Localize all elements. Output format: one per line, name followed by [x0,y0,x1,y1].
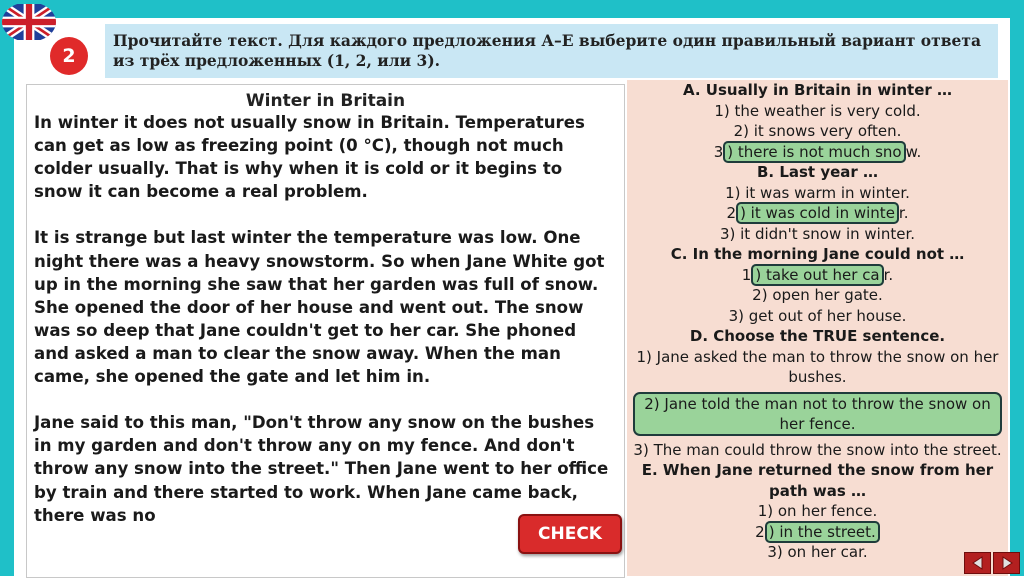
task-instruction: Прочитайте текст. Для каждого предложения А–Е выберите один правильный вариант ответа из трёх предложенных (1, 2, или 3). [113,31,982,70]
option-c3[interactable]: 3) get out of her house. [728,306,907,325]
option-a3[interactable] [627,142,1008,163]
question-a: A. Usually in Britain in winter … [682,81,953,99]
option-e1[interactable]: 1) on her fence. [757,502,878,520]
option-e3[interactable]: 3) on her car. [767,543,868,561]
option-c2[interactable]: 2) open her gate. [752,286,883,304]
answers-panel [627,80,1008,576]
question-e: E. When Jane returned the snow from her path was … [641,461,994,500]
arrow-right-icon [999,556,1015,570]
option-b2-end: r. [898,204,909,222]
option-a3-end: w. [905,142,922,161]
text-paragraph: In winter it does not usually snow in Britain. Temperatures can get as low as freezing point (0 °C), though not much colder usually. That is why when it is cold or it begins to snow it can become a real problem. [34,113,585,202]
option-b3[interactable]: 3) it didn't snow in winter. [719,224,916,243]
arrow-left-icon [970,556,986,570]
selected-highlight: ) take out her ca [751,264,883,286]
option-e2-number: 2 [755,522,765,541]
option-e2[interactable] [627,522,1008,543]
option-a2[interactable]: 2) it snows very often. [733,122,902,140]
option-b1[interactable]: 1) it was warm in winter. [725,183,910,202]
text-paragraph: Jane said to this man, "Don't throw any snow on the bushes in my garden and don't throw any on my fence. And don't throw any snow into the street." Then Jane went to her office by train and there started to work. When Jane came back, there was no [34,413,609,525]
option-b2[interactable] [627,203,1008,224]
question-b: B. Last year … [756,163,879,181]
prev-slide-button[interactable] [964,552,991,574]
option-b2-number: 2 [726,204,737,222]
option-d2[interactable]: 2) Jane told the man not to throw the snow on her fence. [633,392,1002,436]
slide-navigation [964,552,1020,574]
text-paragraph: It is strange but last winter the temperature was low. One night there was a heavy snowstorm. So when Jane White got up in the morning she saw that her garden was full of snow. She opened the door of her house and went out. The snow was so deep that Jane couldn't get to her car. She phoned and asked a man to clear the snow away. When the man came, she opened the gate and let him in. [34,228,605,387]
task-instruction-box [105,24,998,78]
uk-flag-icon [2,2,56,42]
text-title: Winter in Britain [245,91,406,111]
option-a3-number: 3 [713,142,724,161]
option-c1-number: 1 [741,265,752,284]
selected-highlight: ) there is not much sno [723,141,905,163]
reading-text-panel[interactable] [26,84,625,578]
option-c1[interactable] [627,265,1008,286]
next-slide-button[interactable] [993,552,1020,574]
option-c1-end: r. [883,265,894,284]
option-a1[interactable]: 1) the weather is very cold. [714,101,921,120]
check-button[interactable]: CHECK [518,514,622,554]
selected-highlight: ) in the street. [765,521,880,543]
question-d: D. Choose the TRUE sentence. [689,327,946,345]
text-body [27,111,624,527]
option-d1[interactable]: 1) Jane asked the man to throw the snow on her bushes. [636,347,999,386]
question-c: C. In the morning Jane could not … [670,245,965,263]
selected-highlight: ) it was cold in winte [736,202,899,224]
task-number-badge: 2 [50,37,88,75]
option-d3[interactable]: 3) The man could throw the snow into the street. [633,440,1002,459]
